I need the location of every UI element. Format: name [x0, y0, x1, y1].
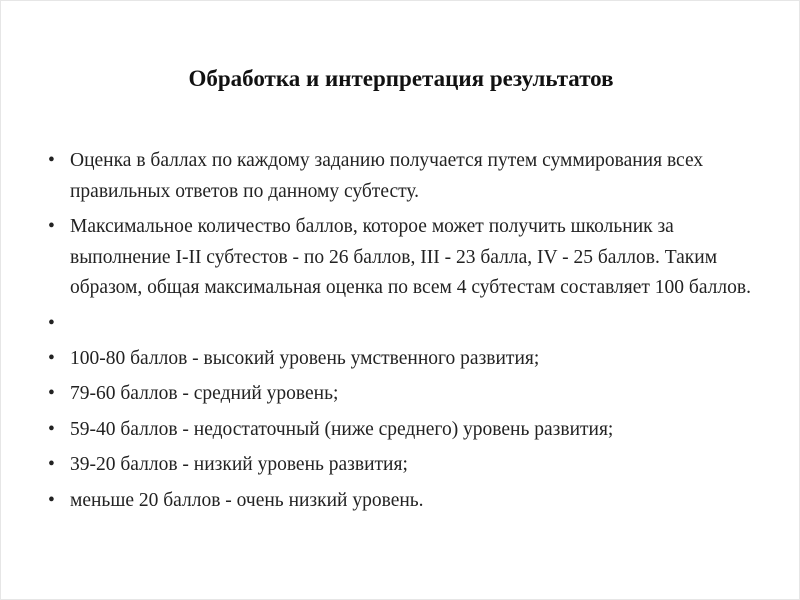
list-item-text: меньше 20 баллов - очень низкий уровень. — [70, 489, 424, 511]
bullet-icon: • — [48, 150, 55, 171]
bullet-icon: • — [48, 454, 55, 475]
list-item — [46, 212, 766, 304]
bullet-icon: • — [48, 312, 55, 334]
list-item-text: 79-60 баллов - средний уровень; — [70, 383, 339, 404]
list-item — [46, 146, 766, 207]
bullet-icon: • — [48, 216, 55, 237]
bullet-list — [46, 146, 766, 521]
slide-title: Обработка и интерпретация результатов — [188, 66, 614, 91]
bullet-icon: • — [48, 418, 55, 440]
bullet-icon: • — [48, 347, 55, 369]
list-item — [46, 309, 766, 339]
list-item-text: 100-80 баллов - высокий уровень умственного развития; — [70, 347, 540, 369]
list-item-text: 39-20 баллов - низкий уровень развития; — [70, 454, 408, 475]
list-item — [46, 486, 766, 517]
list-item — [46, 450, 766, 481]
list-item-text: Максимальное количество баллов, которое может получить школьник за выполнение I-II субтестов - по 26 баллов, III - 23 балла, IV - 25 баллов. Таким образом, общая максимальная оценка по всем 4 субтестам составляет 100 баллов. — [70, 216, 751, 298]
list-item — [46, 415, 766, 446]
list-item-text: 59-40 баллов - недостаточный (ниже среднего) уровень развития; — [70, 418, 614, 440]
list-item — [46, 379, 766, 410]
bullet-icon: • — [48, 383, 55, 404]
list-item — [46, 344, 766, 375]
bullet-icon: • — [48, 489, 55, 511]
list-item-text: Оценка в баллах по каждому заданию получается путем суммирования всех правильных ответов по данному субтесту. — [70, 150, 704, 202]
